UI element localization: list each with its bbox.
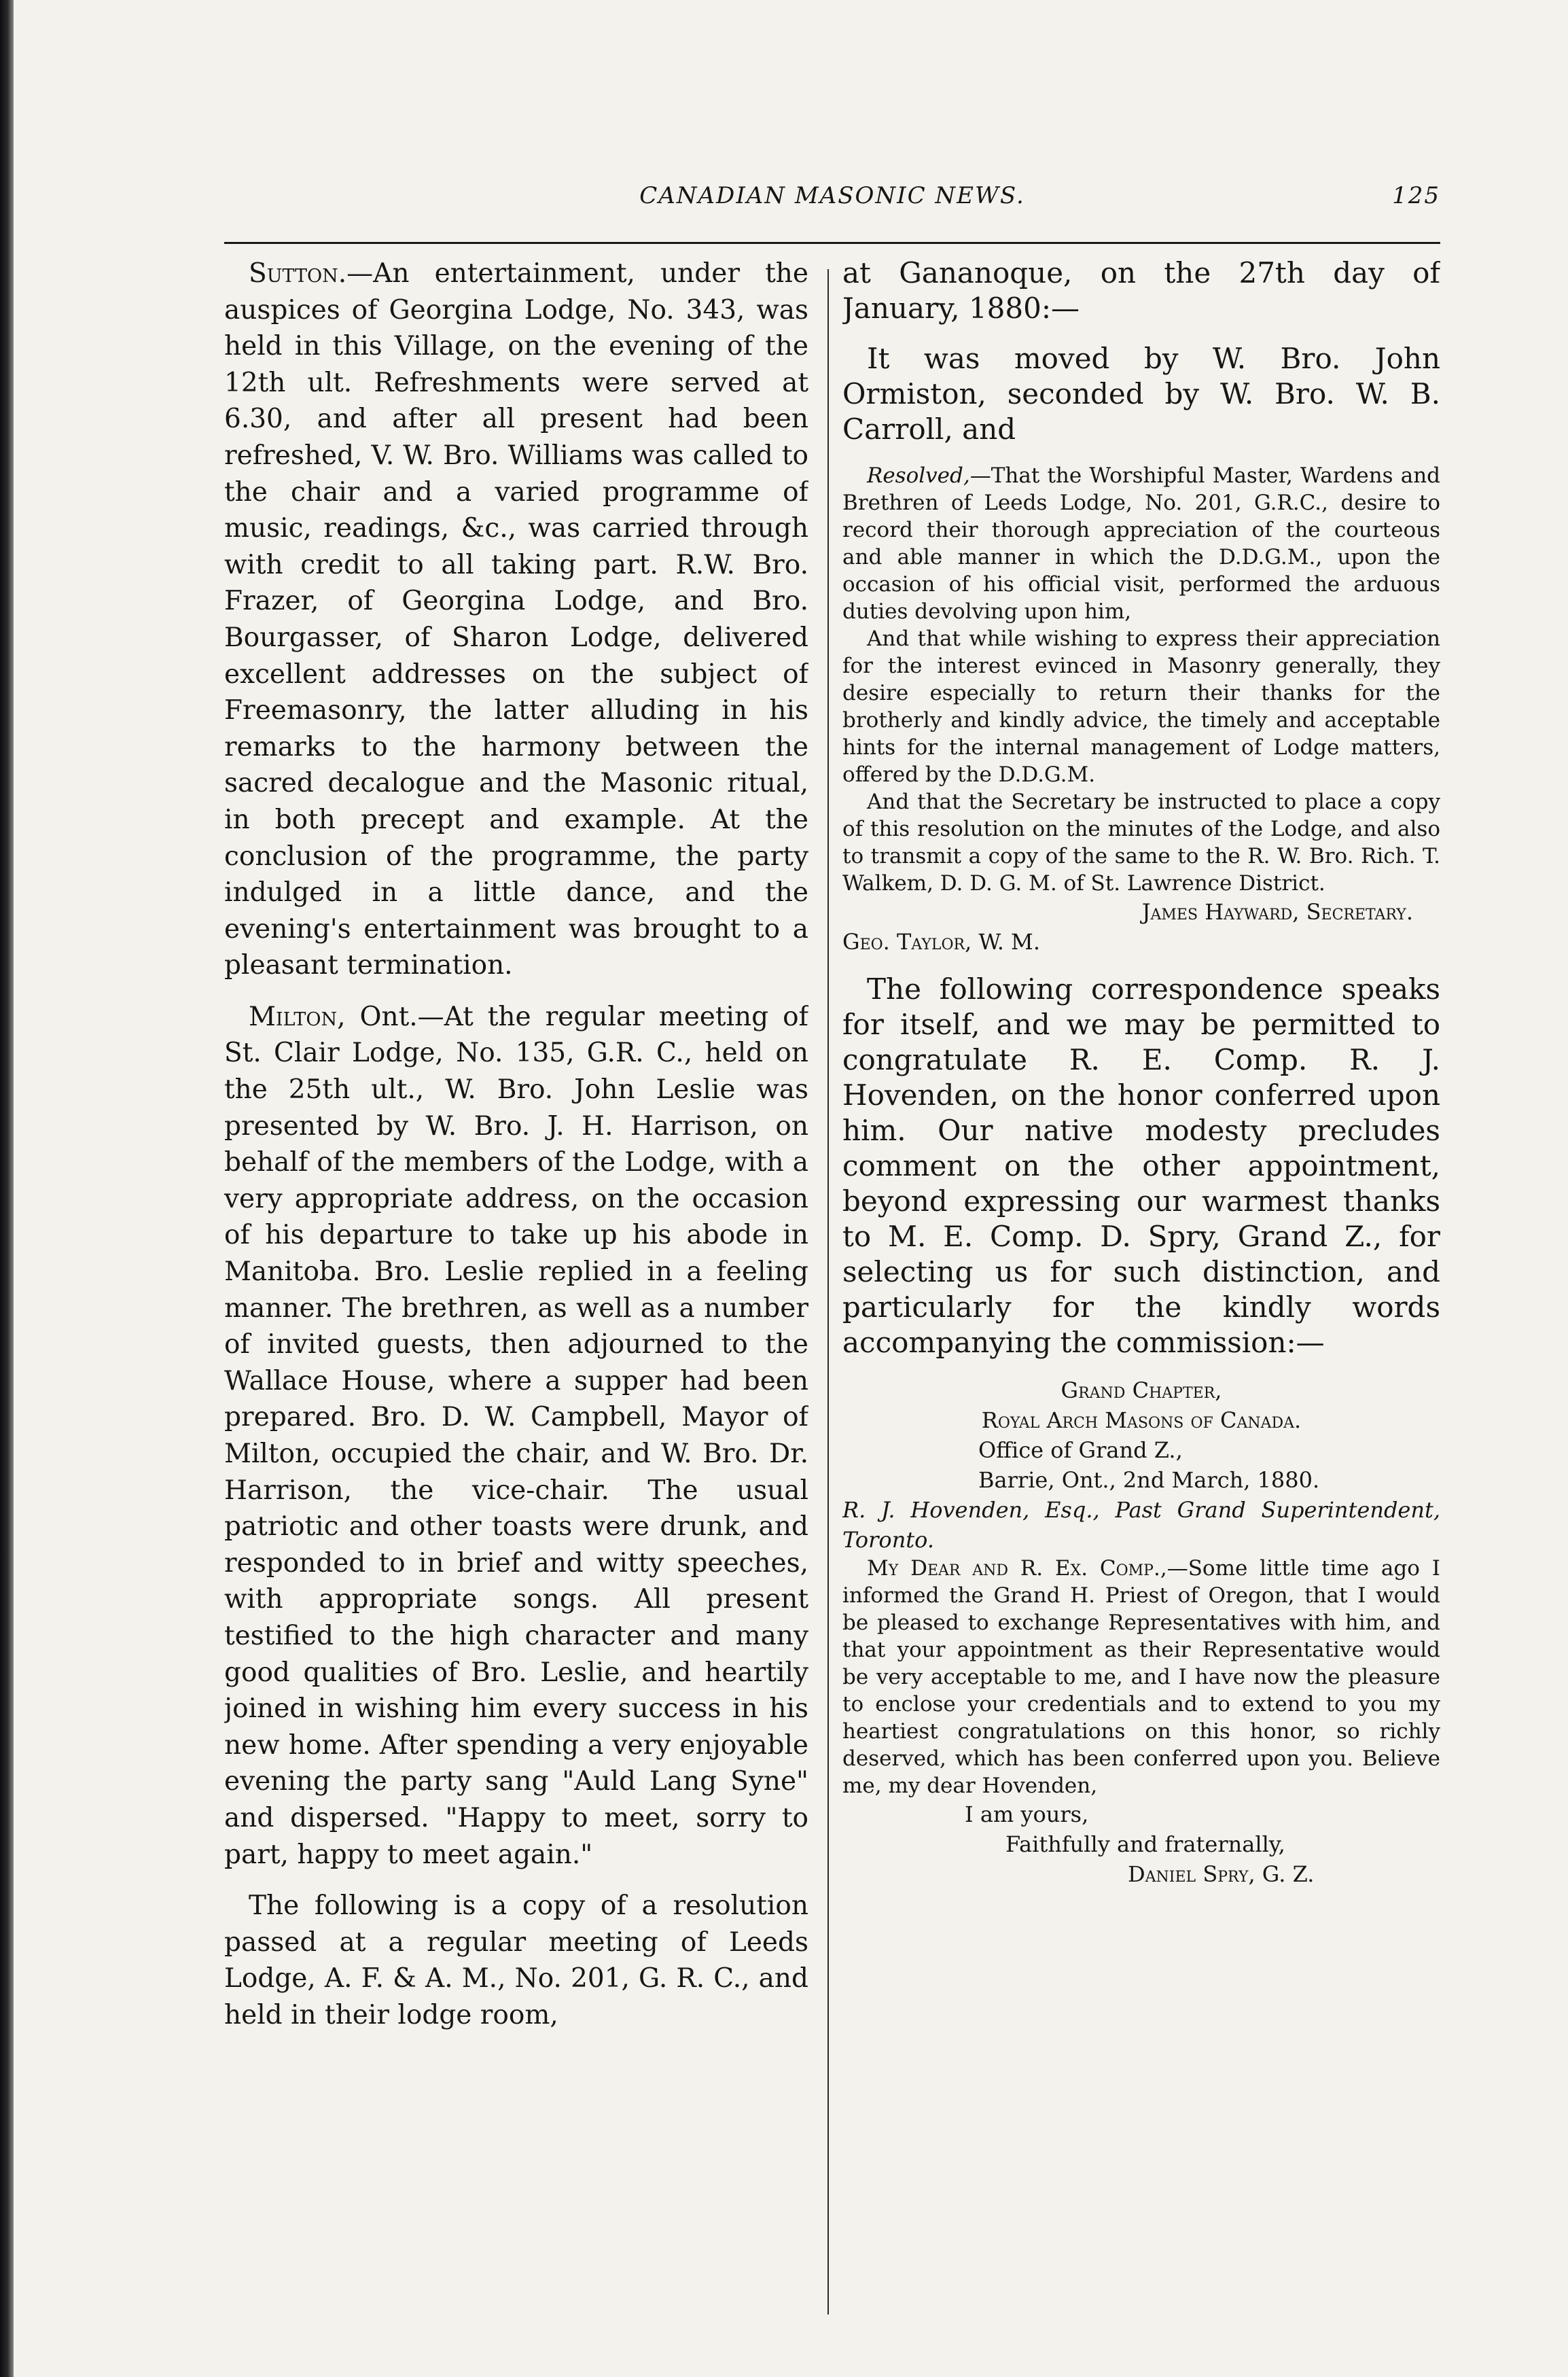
running-title: CANADIAN MASONIC NEWS. [639, 182, 1025, 209]
right-column [842, 256, 1440, 2314]
resolved-paragraph [842, 462, 1440, 625]
resolved-text: —That the Worshipful Master, Wardens and Brethren of Leeds Lodge, No. 201, G.R.C., desire to record their thorough appreciation of the courteous and able manner in which the D.D.G.M., upon the occasion of his official visit, performed the arduous duties devolving upon him, [842, 463, 1440, 624]
scan-edge [0, 0, 14, 2377]
letter-body [842, 1555, 1440, 1799]
closing-signature: Daniel Spry, G. Z. [1128, 1861, 1315, 1887]
closing-line-1: I am yours, [965, 1801, 1089, 1827]
signature-hayward: James Hayward, Secretary. [1141, 899, 1413, 925]
page-header [224, 182, 1440, 223]
letterhead-line-1: Grand Chapter, [1061, 1377, 1222, 1403]
resolution-intro: The following is a copy of a resolution passed at a regular meeting of Leeds Lodge, A. F. & A. M., No. 201, G. R. C., and held in their lodge room, [224, 1890, 808, 2030]
resolution-continued: at Gananoque, on the 27th day of January, 1880:— [842, 256, 1440, 325]
resolved-label: Resolved, [867, 463, 970, 488]
letterhead-line-2: Royal Arch Masons of Canada. [981, 1407, 1302, 1433]
milton-paragraph [224, 999, 808, 1873]
page-number: 125 [1392, 182, 1440, 209]
sutton-paragraph [224, 256, 808, 984]
office-line: Office of Grand Z., [978, 1437, 1183, 1463]
sutton-place: Sutton [249, 258, 338, 289]
correspondence-intro: The following correspondence speaks for itself, and we may be permitted to congratulate R. E. Comp. R. J. Hovenden, on the honor conferred upon him. Our native modesty precludes comment on the other appointment, beyond expressing our warmest thanks to M. E. Comp. D. Spry, Grand Z., for selecting us for such distinction, and particularly for the kindly words accompanying the commission:— [842, 972, 1440, 1359]
place-date-line: Barrie, Ont., 2nd March, 1880. [978, 1467, 1320, 1493]
salutation: My Dear and R. Ex. Comp., [867, 1556, 1167, 1581]
moved-paragraph: It was moved by W. Bro. John Ormiston, seconded by W. Bro. W. B. Carroll, and [842, 342, 1440, 446]
signature-taylor: Geo. Taylor, W. M. [842, 929, 1040, 955]
addressee: R. J. Hovenden, Esq., Past Grand Superintendent, Toronto. [842, 1497, 1440, 1553]
sutton-text: .—An entertainment, under the auspices of Georgina Lodge, No. 343, was held in this Village, on the evening of the 12th ult. Refreshments were served at 6.30, and after all present had been refreshed, V. W. Bro. Williams was called to the chair and a varied programme of music, readings, &c., was carried through with credit to all taking part. R.W. Bro. Frazer, of Georgina Lodge, and Bro. Bourgasser, of Sharon Lodge, delivered excellent addresses on the subject of Freemasonry, the latter alluding in his remarks to the harmony between the sacred decalogue and the Masonic ritual, in both precept and example. At the conclusion of the programme, the party indulged in a little dance, and the evening's entertainment was brought to a pleasant termination. [224, 258, 808, 981]
and-that-paragraph-2: And that the Secretary be instructed to place a copy of this resolution on the minutes of the Lodge, and also to transmit a copy of the same to the R. W. Bro. Rich. T. Walkem, D. D. G. M. of St. Lawrence District. [842, 790, 1440, 896]
letter-text: —Some little time ago I informed the Grand H. Priest of Oregon, that I would be pleased to exchange Representatives with him, and that your appointment as their Representative would be very acceptable to me, and I have now the pleasure to enclose your credentials and to extend to you my heartiest congratulations on this honor, so richly deserved, which has been conferred upon you. Believe me, my dear Hovenden, [842, 1556, 1440, 1798]
header-rule [224, 242, 1440, 244]
milton-place: Milton [249, 1001, 338, 1032]
left-column [224, 256, 808, 2314]
column-divider [827, 269, 829, 2314]
and-that-paragraph-1: And that while wishing to express their appreciation for the interest evinced in Masonry generally, they desire especially to return their thanks for the brotherly and kindly advice, the timely and acceptable hints for the internal management of Lodge matters, offered by the D.D.G.M. [842, 627, 1440, 787]
closing-line-2: Faithfully and fraternally, [1005, 1831, 1285, 1857]
milton-text: , Ont.—At the regular meeting of St. Clair Lodge, No. 135, G.R. C., held on the 25th ult., W. Bro. John Leslie was presented by W. Bro. J. H. Harrison, on behalf of the members of the Lodge, with a very appropriate address, on the occasion of his departure to take up his abode in Manitoba. Bro. Leslie replied in a feeling manner. The brethren, as well as a number of invited guests, then adjourned to the Wallace House, where a supper had been prepared. Bro. D. W. Campbell, Mayor of Milton, occupied the chair, and W. Bro. Dr. Harrison, the vice-chair. The usual patriotic and other toasts were drunk, and responded to in brief and witty speeches, with appropriate songs. All present testified to the high character and many good qualities of Bro. Leslie, and heartily joined in wishing him every success in his new home. After spending a very enjoyable evening the party sang "Auld Lang Syne" and dispersed. "Happy to meet, sorry to part, happy to meet again." [224, 1001, 808, 1870]
